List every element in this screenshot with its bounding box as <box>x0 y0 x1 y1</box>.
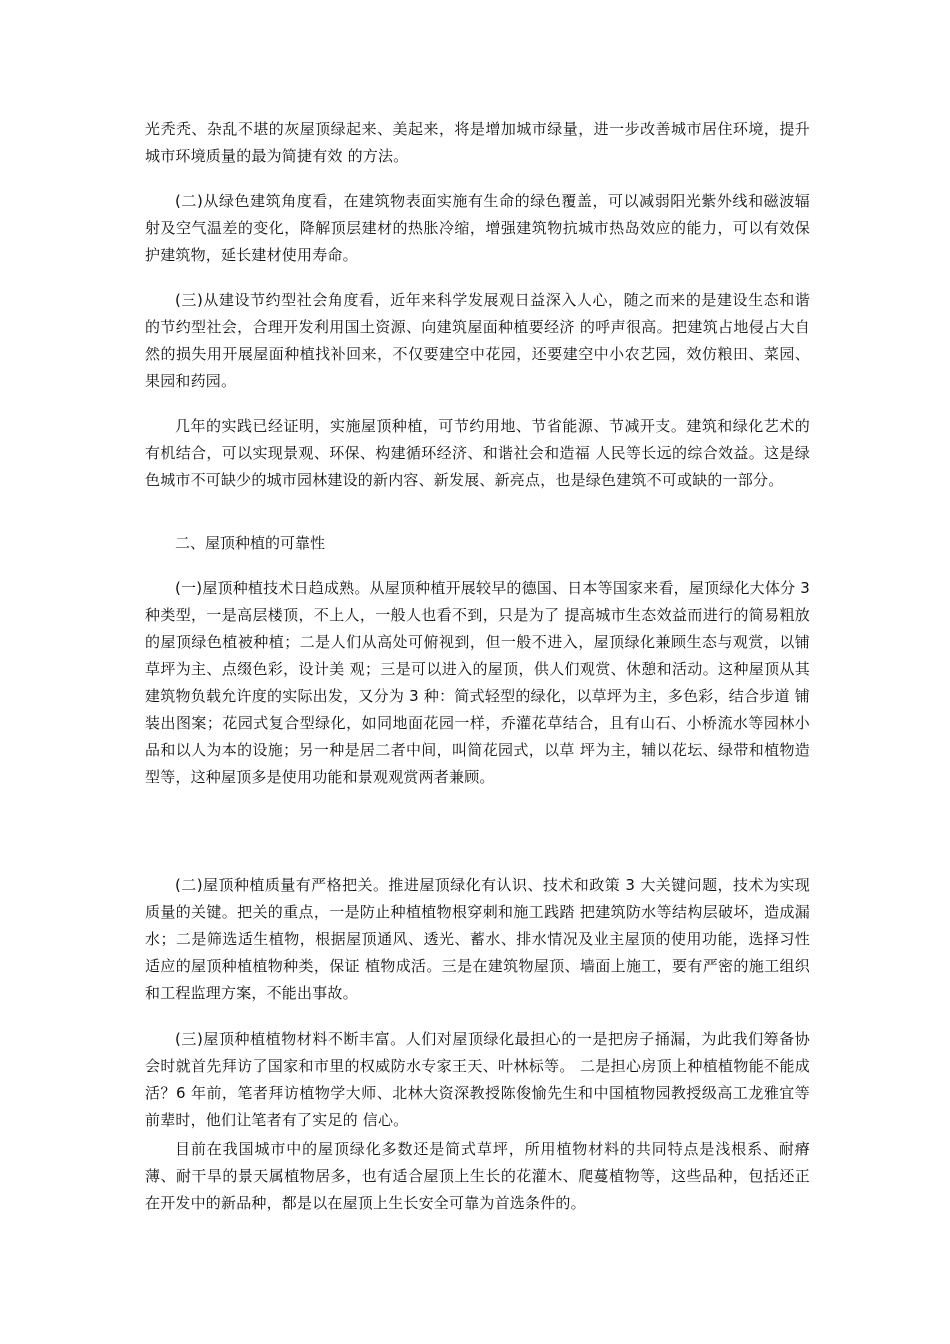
paragraph-current-status: 目前在我国城市中的屋顶绿化多数还是简式草坪，所用植物材料的共同特点是浅根系、耐瘠薄、耐干旱的景天属植物居多，也有适合屋顶上生长的花灌木、爬蔓植物等，这些品种，包括还正在开发中的新品种，都是以在屋顶上生长安全可靠为首选条件的。 <box>145 1140 810 1212</box>
paragraph-practice-proof: 几年的实践已经证明，实施屋顶种植，可节约用地、节省能源、节减开支。建筑和绿化艺术的有机结合，可以实现景观、环保、构建循环经济、和谐社会和造福 人民等长远的综合效益。这是绿色城市不可缺少的城市园林建设的新内容、新发展、新亮点，也是绿色建筑不可或缺的一部分。 <box>145 417 810 489</box>
paragraph-green-building: (二)从绿色建筑角度看，在建筑物表面实施有生命的绿色覆盖，可以减弱阳光紫外线和磁波辐射及空气温差的变化，降解顶层建材的热胀冷缩，增强建筑物抗城市热岛效应的能力，可以有效保护建筑物，延长建材使用寿命。 <box>145 192 810 264</box>
paragraph-intro-continuation: 光秃秃、杂乱不堪的灰屋顶绿起来、美起来，将是增加城市绿量，进一步改善城市居住环境，提升城市环境质量的最为简捷有效 的方法。 <box>145 120 810 165</box>
section-heading-reliability: 二、屋顶种植的可靠性 <box>175 534 326 552</box>
paragraph-plant-materials: (三)屋顶种植植物材料不断丰富。人们对屋顶绿化最担心的一是把房子捅漏，为此我们筹备协会时就首先拜访了国家和市里的权威防水专家王天、叶林标等。 二是担心房顶上种植植物能不能成活？6 年前，笔者拜访植物学大师、北林大资深教授陈俊愉先生和中国植物园教授级高工龙雅宜等前辈时，他们让笔者有了实足的 信心。 <box>145 1030 810 1129</box>
paragraph-saving-society: (三)从建设节约型社会角度看，近年来科学发展观日益深入人心，随之而来的是建设生态和谐的节约型社会，合理开发利用国土资源、向建筑屋面种植要经济 的呼声很高。把建筑占地侵占大自然的损失用开展屋面种植找补回来，不仅要建空中花园，还要建空中小农艺园，效仿粮田、菜园、果园和药园。 <box>145 291 810 390</box>
paragraph-technology-mature: (一)屋顶种植技术日趋成熟。从屋顶种植开展较早的德国、日本等国家来看，屋顶绿化大体分 3 种类型，一是高层楼顶，不上人，一般人也看不到，只是为了 提高城市生态效益而进行的简易粗放的屋顶绿色植被种植；二是人们从高处可俯视到，但一般不进入，屋顶绿化兼顾生态与观赏，以铺草坪为主、点缀色彩，设计美 观；三是可以进入的屋顶，供人们观赏、休憩和活动。这种屋顶从其建筑物负载允许度的实际出发，又分为 3 种：简式轻型的绿化，以草坪为主，多色彩，结合步道 铺装出图案；花园式复合型绿化，如同地面花园一样，乔灌花草结合，且有山石、小桥流水等园林小品和以人为本的设施；另一种是居二者中间，叫简花园式，以草 坪为主，辅以花坛、绿带和植物造型等，这种屋顶多是使用功能和景观观赏两者兼顾。 <box>145 579 810 786</box>
paragraph-quality-control: (二)屋顶种植质量有严格把关。推进屋顶绿化有认识、技术和政策 3 大关键问题，技术为实现质量的关键。把关的重点，一是防止种植植物根穿刺和施工践踏 把建筑防水等结构层破坏，造成漏水；二是筛选适生植物，根据屋顶通风、透光、蓄水、排水情况及业主屋顶的使用功能，选择习性适应的屋顶种植植物种类，保证 植物成活。三是在建筑物屋顶、墙面上施工，要有严密的施工组织和工程监理方案，不能出事故。 <box>145 876 810 1002</box>
